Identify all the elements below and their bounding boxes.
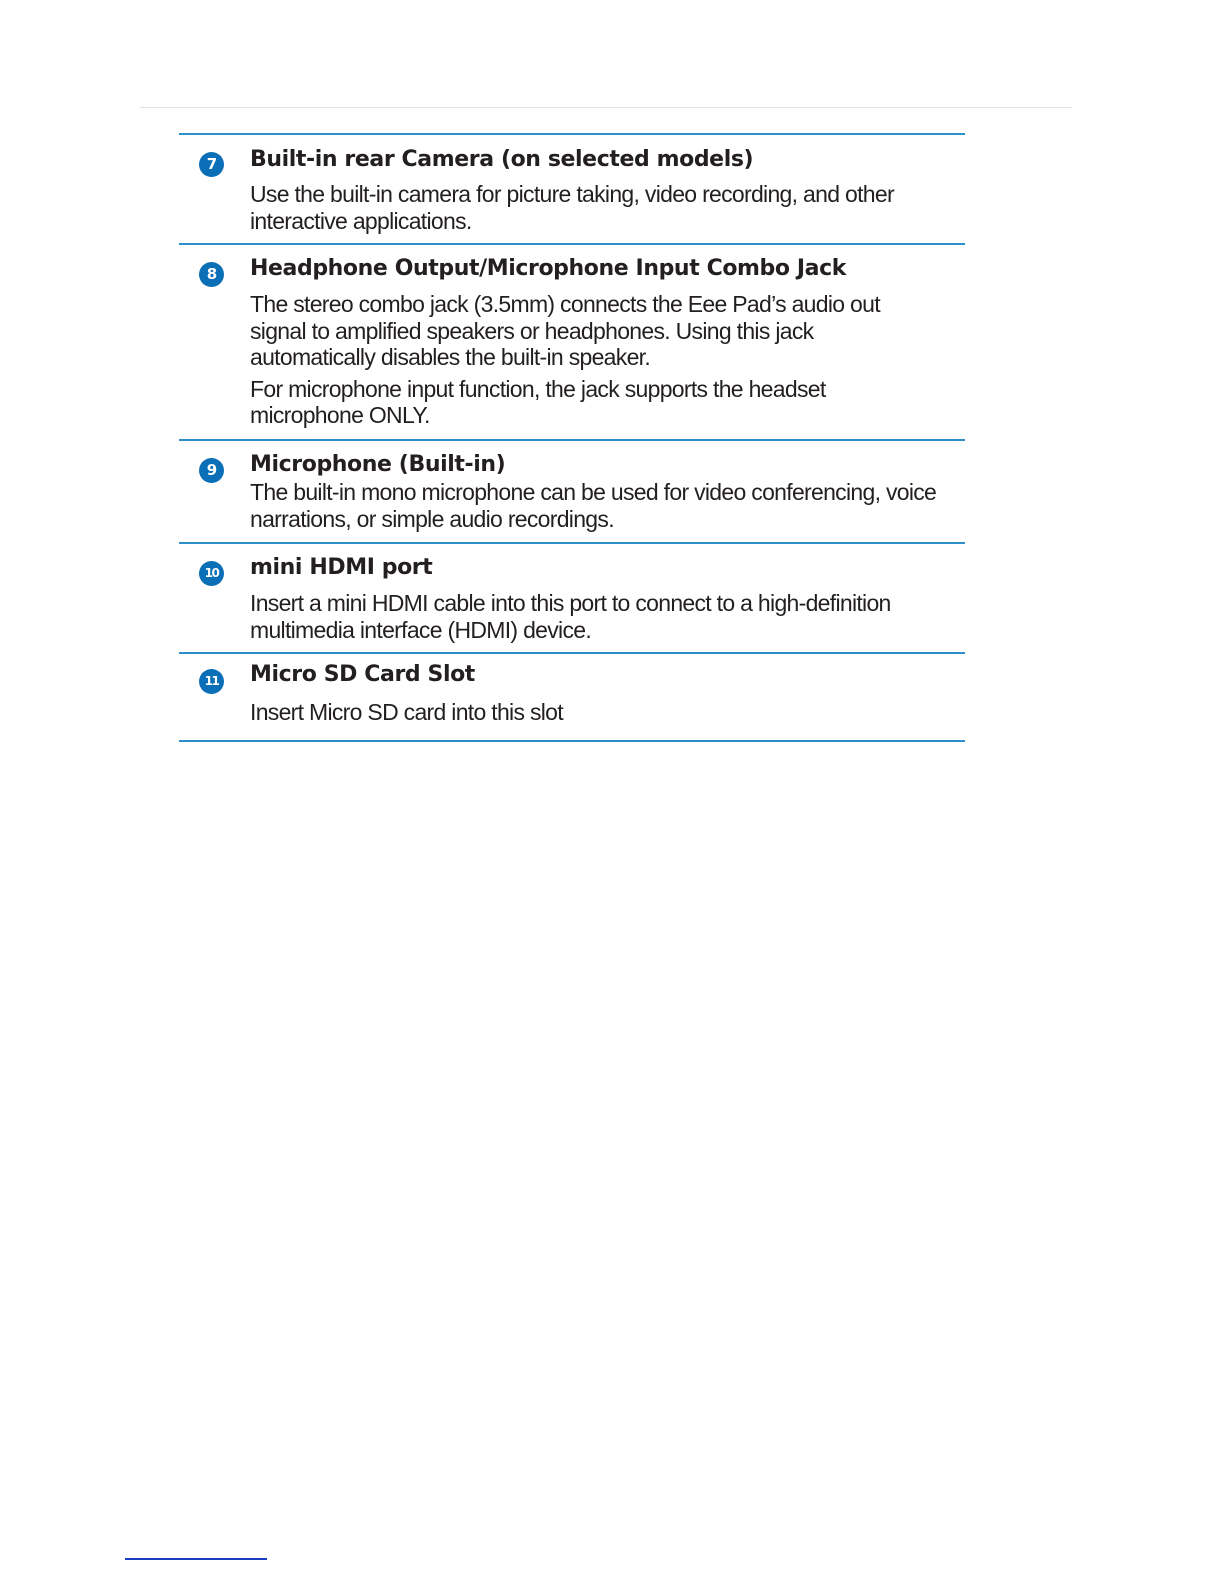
item-description: The built-in mono microphone can be used for video conferencing, voice narrations, or simple audio recordings.	[250, 479, 937, 532]
item-title: Headphone Output/Microphone Input Combo Jack	[250, 256, 846, 281]
number-10-icon: 10	[199, 561, 224, 586]
component-table	[179, 133, 965, 742]
table-row	[179, 245, 965, 441]
table-row	[179, 544, 965, 654]
item-description: Insert a mini HDMI cable into this port to connect to a high-definition multimedia interface (HDMI) device.	[250, 590, 891, 643]
row-content	[250, 255, 961, 429]
item-title: mini HDMI port	[250, 555, 433, 580]
item-description: Use the built-in camera for picture taking, video recording, and other interactive applications.	[250, 181, 894, 234]
footer-link-underline	[125, 1558, 267, 1560]
item-title: Microphone (Built-in)	[250, 452, 506, 477]
item-title: Built-in rear Camera (on selected models)	[250, 147, 754, 172]
item-description: The stereo combo jack (3.5mm) connects the Eee Pad’s audio out signal to amplified speakers or headphones. Using this jack automatically disables the built-in speaker.	[250, 291, 880, 370]
number-8-icon: 8	[199, 262, 224, 287]
row-content	[250, 661, 961, 726]
table-row	[179, 135, 965, 245]
number-9-icon: 9	[199, 458, 224, 483]
table-row	[179, 441, 965, 544]
item-description: Insert Micro SD card into this slot	[250, 699, 563, 725]
item-description: For microphone input function, the jack supports the headset microphone ONLY.	[250, 375, 826, 428]
row-content	[250, 554, 961, 643]
row-content	[250, 146, 961, 234]
header-divider	[140, 107, 1072, 108]
row-content	[250, 451, 961, 532]
number-7-icon: 7	[199, 152, 224, 177]
item-title: Micro SD Card Slot	[250, 662, 475, 687]
number-11-icon: 11	[199, 669, 224, 694]
table-row	[179, 654, 965, 742]
